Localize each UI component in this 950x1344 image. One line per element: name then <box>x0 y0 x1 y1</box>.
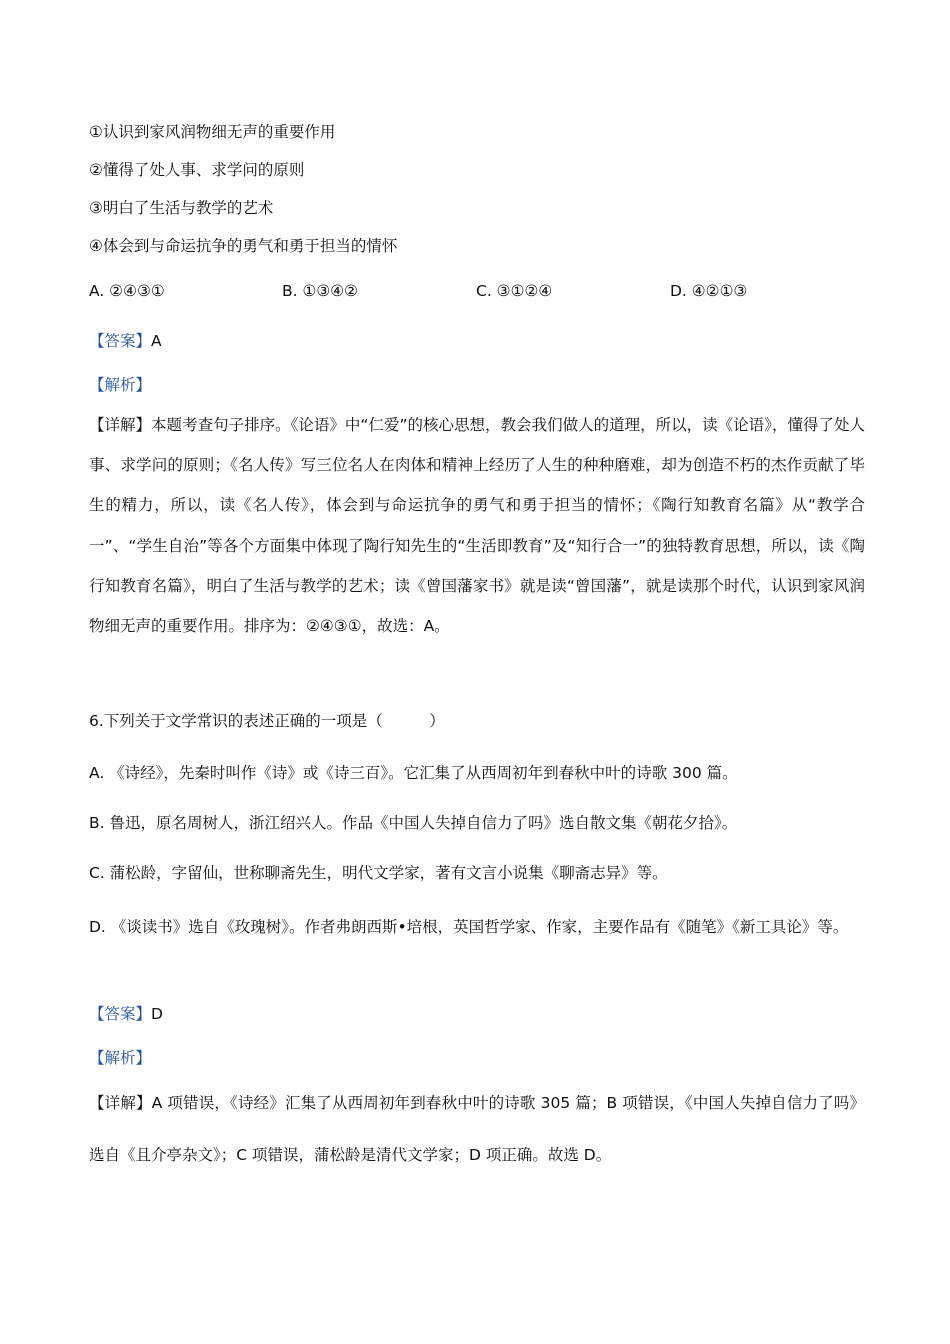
q5-option-a: A. ②④③① <box>89 282 165 300</box>
q6-analysis-label: 【解析】 <box>89 1049 152 1067</box>
q6-answer-value: D <box>151 1005 163 1023</box>
q5-option-b: B. ①③④② <box>282 282 359 300</box>
q5-option-c: C. ③①②④ <box>476 282 553 300</box>
q5-option-d: D. ④②①③ <box>670 282 748 300</box>
q6-answer <box>89 1004 163 1024</box>
q5-answer-value: A <box>151 332 162 350</box>
q5-detail <box>89 405 865 646</box>
q5-answer-label: 【答案】 <box>89 332 152 350</box>
q5-item-4: ④体会到与命运抗争的勇气和勇于担当的情怀 <box>89 237 398 255</box>
q5-item-1: ①认识到家风润物细无声的重要作用 <box>89 123 336 141</box>
q5-item-2: ②懂得了处人事、求学问的原则 <box>89 161 305 179</box>
q6-answer-label: 【答案】 <box>89 1005 152 1023</box>
q6-option-d: D. 《谈读书》选自《玫瑰树》。作者弗朗西斯•培根，英国哲学家、作家，主要作品有《随笔》《新工具论》等。 <box>89 918 849 936</box>
q6-detail <box>89 1077 865 1181</box>
q5-item-3: ③明白了生活与教学的艺术 <box>89 199 274 217</box>
q5-detail-label: 【详解】 <box>89 416 152 434</box>
q6-option-b: B. 鲁迅，原名周树人，浙江绍兴人。作品《中国人失掉自信力了吗》选自散文集《朝花夕拾》。 <box>89 814 738 832</box>
q5-answer <box>89 331 162 351</box>
q6-option-a: A. 《诗经》，先秦时叫作《诗》或《诗三百》。它汇集了从西周初年到春秋中叶的诗歌 300 篇。 <box>89 764 738 782</box>
q6-detail-label: 【详解】 <box>89 1094 152 1112</box>
q5-analysis-label: 【解析】 <box>89 376 152 394</box>
q6-detail-text: A 项错误，《诗经》汇集了从西周初年到春秋中叶的诗歌 305 篇；B 项错误，《中国人失掉自信力了吗》选自《且介亭杂文》；C 项错误，蒲松龄是清代文学家；D 项正确。故选 D。 <box>89 1094 865 1164</box>
q6-option-c: C. 蒲松龄，字留仙，世称聊斋先生，明代文学家，著有文言小说集《聊斋志异》等。 <box>89 864 668 882</box>
q6-question: 6.下列关于文学常识的表述正确的一项是（ ） <box>89 712 445 730</box>
q5-detail-text: 本题考查句子排序。《论语》中“仁爱”的核心思想，教会我们做人的道理，所以，读《论语》，懂得了处人事、求学问的原则；《名人传》写三位名人在肉体和精神上经历了人生的种种磨难，却为创造不朽的杰作贡献了毕生的精力，所以，读《名人传》，体会到与命运抗争的勇气和勇于担当的情怀；《陶行知教育名篇》从“教学合一”、“学生自治”等各个方面集中体现了陶行知先生的“生活即教育”及“知行合一”的独特教育思想，所以，读《陶行知教育名篇》，明白了生活与教学的艺术；读《曾国藩家书》就是读“曾国藩”，就是读那个时代，认识到家风润物细无声的重要作用。排序为：②④③①，故选：A。 <box>89 416 865 636</box>
